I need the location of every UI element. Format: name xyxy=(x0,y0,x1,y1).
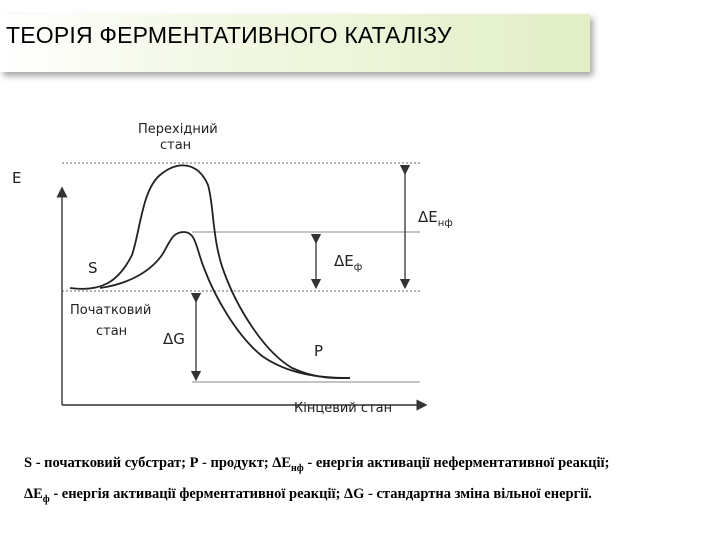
caption-line-1: S - початковий субстрат; Р - продукт; $\Delta Е_{нф}$ - енергія активації неферментативної реакції; xyxy=(24,455,610,474)
final-state-label: Кінцевий стан xyxy=(294,401,393,416)
product-label: P xyxy=(314,342,324,360)
energy-diagram xyxy=(0,100,720,430)
transition-state-label-1: Перехідний xyxy=(138,122,218,137)
nonenzymatic-curve xyxy=(70,165,350,378)
initial-state-label-1: Початковий xyxy=(70,303,152,318)
delta-e-enz-label: $\Delta E_ф$ xyxy=(334,252,363,273)
delta-g-label: ΔG xyxy=(163,330,185,348)
initial-state-label-2: стан xyxy=(96,324,128,339)
energy-axis-label: E xyxy=(12,169,22,187)
substrate-label: S xyxy=(88,259,98,277)
page-title: ТЕОРІЯ ФЕРМЕНТАТИВНОГО КАТАЛІЗУ xyxy=(6,22,452,48)
delta-e-nonenz-label: $\Delta E_{нф}$ xyxy=(418,208,453,229)
caption-line-2: $\Delta Е_ф$ - енергія активації ферментативної реакції; ΔG - стандартна зміна вільної енергії. xyxy=(24,486,592,505)
transition-state-label-2: стан xyxy=(160,138,192,153)
